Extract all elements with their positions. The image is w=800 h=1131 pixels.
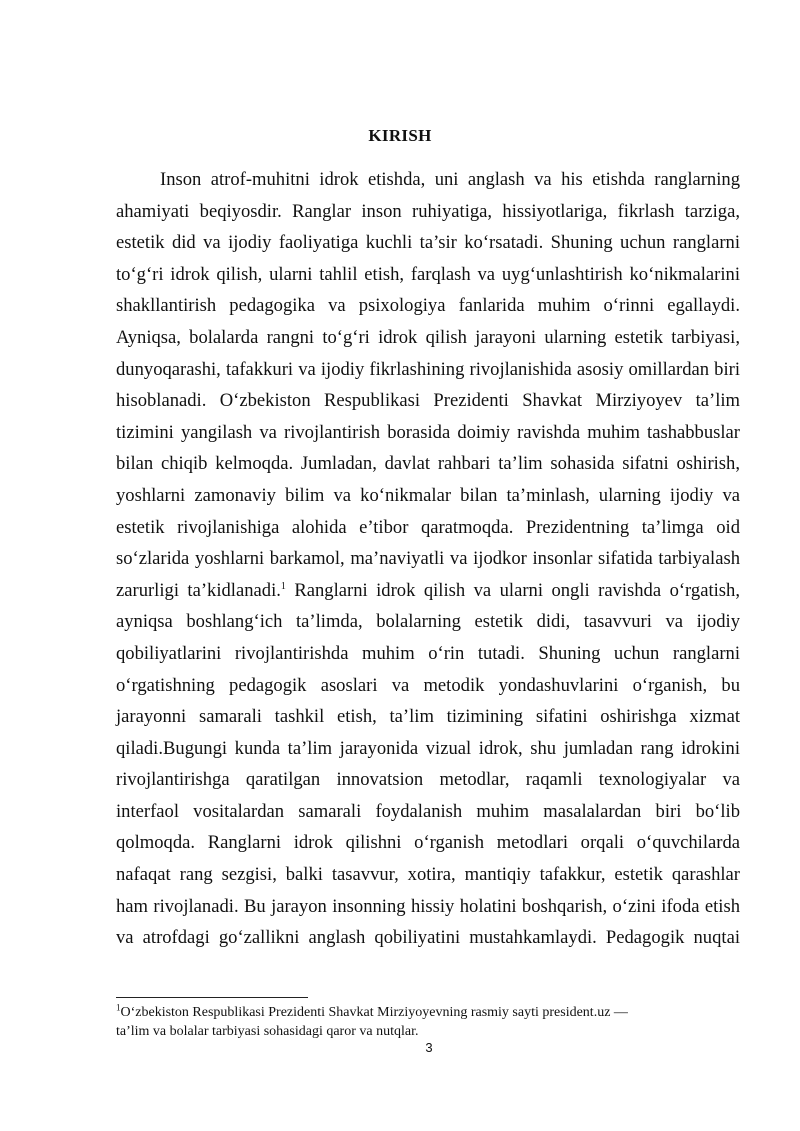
paragraph-line: rivojlantirishga qaratilgan innovatsion metodlar, raqamli texnologiyalar va [116,769,740,791]
paragraph-line: jarayonni samarali tashkil etish, ta’lim tizimining sifatini oshirishga xizmat [116,706,740,728]
paragraph-line: dunyoqarashi, tafakkuri va ijodiy fikrlashining rivojlanishida asosiy omillardan biri [116,358,740,380]
paragraph-line: yoshlarni zamonaviy bilim va ko‘nikmalar bilan ta’minlash, ularning ijodiy va [116,484,740,506]
footnote-separator [116,997,308,998]
body-paragraph [116,164,740,954]
paragraph-line: Ayniqsa, bolalarda rangni to‘g‘ri idrok qilish jarayoni ularning estetik tarbiyasi, [116,326,740,348]
paragraph-line: o‘rgatishning pedagogik asoslari va metodik yondashuvlarini o‘rganish, bu [116,674,740,696]
paragraph-line: va atrofdagi go‘zallikni anglash qobiliyatini mustahkamlaydi. Pedagogik nuqtai [116,927,740,949]
footnote [116,1003,740,1041]
footnote-marker: 1 [116,1002,121,1013]
footnote-line [116,1003,740,1022]
paragraph-line: ayniqsa boshlang‘ich ta’limda, bolalarning estetik didi, tasavvuri va ijodiy [116,611,740,633]
footnote-line: ta’lim va bolalar tarbiyasi sohasidagi qaror va nutqlar. [116,1024,419,1039]
paragraph-line: to‘g‘ri idrok qilish, ularni tahlil etish, farqlash va uyg‘unlashtirish ko‘nikmalarini [116,263,740,285]
footnote-text: O‘zbekiston Respublikasi Prezidenti Shavkat Mirziyoyevning rasmiy sayti president.uz — [120,1005,628,1020]
paragraph-line: qobiliyatlarini rivojlantirishda muhim o‘rin tutadi. Shuning uchun ranglarni [116,642,740,664]
paragraph-line: interfaol vositalardan samarali foydalanish muhim masalalardan biri bo‘lib [116,800,740,822]
paragraph-line: so‘zlarida yoshlarni barkamol, ma’naviyatli va ijodkor insonlar sifatida tarbiyalash [116,548,740,570]
paragraph-line-with-footnote [116,575,740,607]
paragraph-line: tizimini yangilash va rivojlantirish borasida doimiy ravishda muhim tashabbuslar [116,421,740,443]
page-number: 3 [425,1040,433,1055]
line-text-after-note: Ranglarni idrok qilish va ularni ongli ravishda o‘rgatish, [285,579,740,601]
paragraph-line: estetik rivojlanishiga alohida e’tibor qaratmoqda. Prezidentning ta’limga oid [116,516,740,538]
paragraph-line: shakllantirish pedagogika va psixologiya fanlarida muhim o‘rinni egallaydi. [116,295,740,317]
section-heading: KIRISH [368,126,432,145]
paragraph-line: estetik did va ijodiy faoliyatiga kuchli ta’sir ko‘rsatadi. Shuning uchun ranglarni [116,232,740,254]
paragraph-line: bilan chiqib kelmoqda. Jumladan, davlat rahbari ta’lim sohasida sifatni oshirish, [116,453,740,475]
paragraph-line: ham rivojlanadi. Bu jarayon insonning hissiy holatini boshqarish, o‘zini ifoda etish [116,895,740,917]
paragraph-line: Inson atrof-muhitni idrok etishda, uni anglash va his etishda ranglarning [160,169,740,190]
footnote-reference[interactable]: 1 [280,580,286,592]
line-text-before-note: zarurligi ta’kidlanadi. [116,579,281,601]
paragraph-line: qiladi.Bugungi kunda ta’lim jarayonida vizual idrok, shu jumladan rang idrokini [116,737,740,759]
paragraph-line: hisoblanadi. O‘zbekiston Respublikasi Prezidenti Shavkat Mirziyoyev ta’lim [116,390,740,412]
paragraph-line: nafaqat rang sezgisi, balki tasavvur, xotira, mantiqiy tafakkur, estetik qarashlar [116,864,740,886]
paragraph-line: ahamiyati beqiyosdir. Ranglar inson ruhiyatiga, hissiyotlariga, fikrlash tarziga, [116,200,740,222]
paragraph-line: qolmoqda. Ranglarni idrok qilishni o‘rganish metodlari orqali o‘quvchilarda [116,832,740,854]
